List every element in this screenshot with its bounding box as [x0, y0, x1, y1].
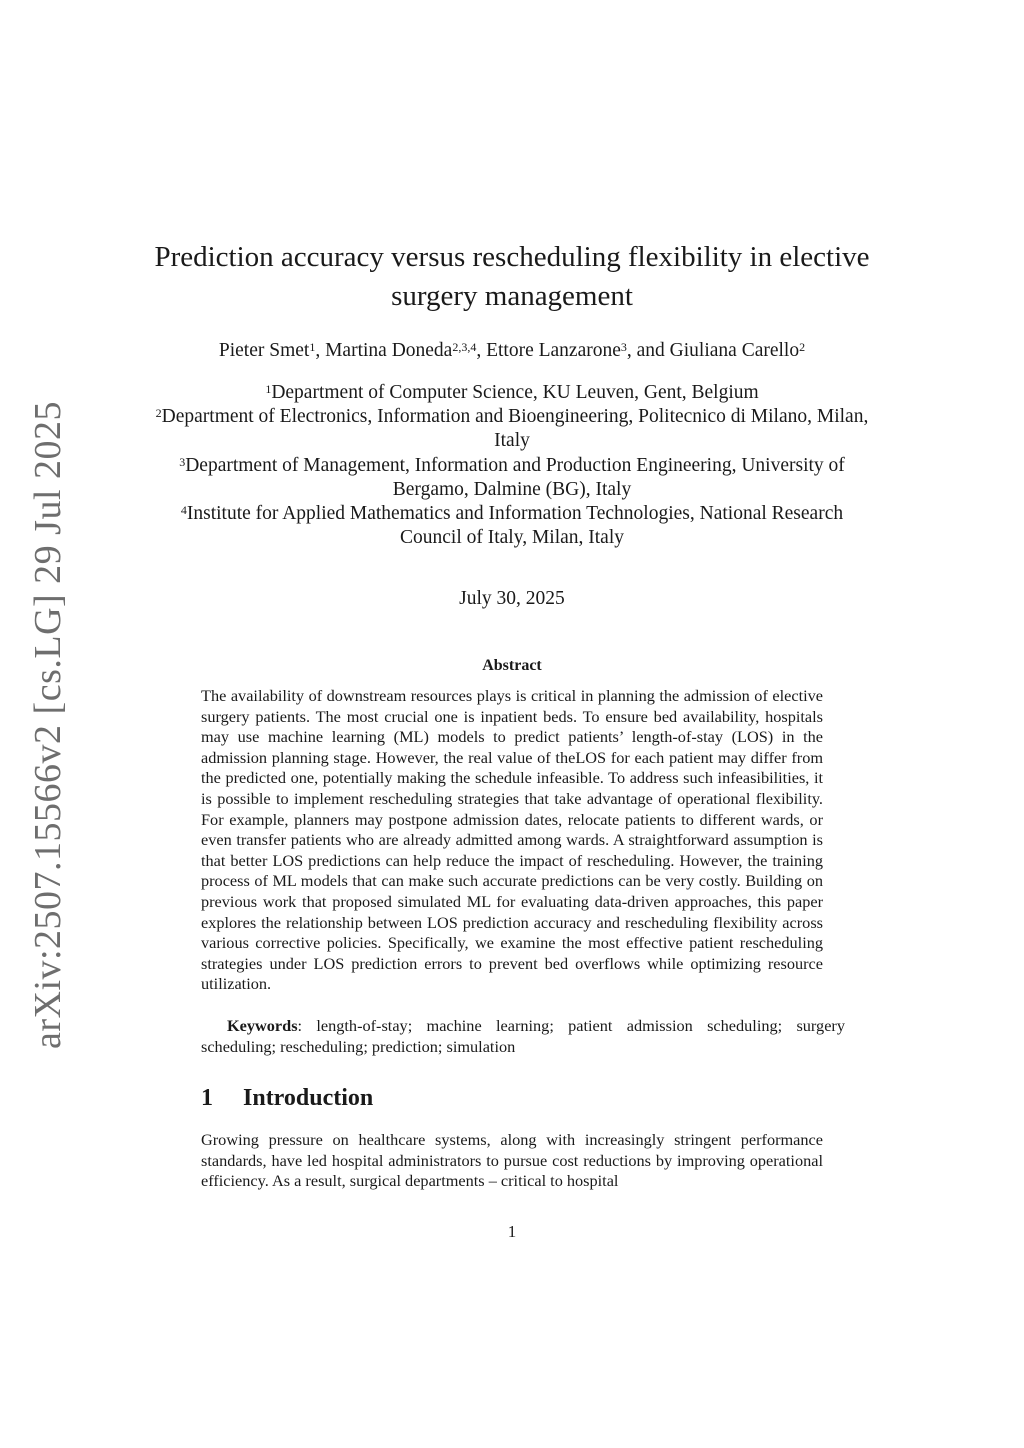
- affiliation-marker: 4: [180, 503, 187, 518]
- affiliation-item: [150, 502, 874, 550]
- author-affiliation-marker: 1: [309, 340, 316, 354]
- affiliation-text: Institute for Applied Mathematics and Information Technologies, National Research Council of Italy, Milan, Italy: [186, 503, 844, 549]
- keywords-text: : length-of-stay; machine learning; patient admission scheduling; surgery scheduling; rescheduling; prediction; simulation: [201, 1016, 845, 1056]
- publication-date: July 30, 2025: [459, 588, 565, 609]
- keywords: [201, 1016, 845, 1057]
- keywords-label: Keywords: [227, 1016, 298, 1035]
- affiliation-text: Department of Electronics, Information and Bioengineering, Politecnico di Milano, Milan, Italy: [161, 406, 869, 452]
- affiliation-text: Department of Management, Information and Production Engineering, University of Bergamo, Dalmine (BG), Italy: [185, 454, 845, 500]
- affiliation-marker: 2: [155, 406, 162, 421]
- author-separator: ,: [476, 340, 487, 361]
- abstract-body: The availability of downstream resources plays is critical in planning the admission of elective surgery patients. The most crucial one is inpatient beds. To ensure bed availability, hospitals may use machine learning (ML) models to predict patients’ length-of-stay (LOS) in the admission planning stage. However, the real value of theLOS for each patient may differ from the predicted one, potentially making the schedule infeasible. To address such infeasibilities, it is possible to implement rescheduling strategies that take advantage of operational flexibility. For example, planners may postpone admission dates, relocate patients to different wards, or even transfer patients who are already admitted among wards. A straightforward assumption is that better LOS predictions can help reduce the impact of rescheduling. However, the training process of ML models that can make such accurate predictions can be very costly. Building on previous work that proposed simulated ML for evaluating data-driven approaches, this paper explores the relationship between LOS prediction accuracy and rescheduling flexibility across various corrective policies. Specifically, we examine the most effective patient rescheduling strategies under LOS prediction errors to prevent bed overflows while optimizing resource utilization.: [201, 686, 823, 994]
- affiliation-item: [150, 454, 874, 502]
- section-heading: [201, 1085, 373, 1112]
- abstract-heading: Abstract: [482, 657, 542, 674]
- author-name: Pieter Smet: [218, 340, 310, 361]
- affiliation-item: [150, 381, 874, 405]
- author-separator: , and: [626, 340, 670, 361]
- affiliation-marker: 1: [265, 382, 272, 396]
- page-number: 1: [507, 1222, 517, 1241]
- affiliation-list: [150, 381, 874, 550]
- section-body: Growing pressure on healthcare systems, along with increasingly stringent performance standards, have led hospital administrators to pursue cost reductions by improving operational efficiency. As a result, surgical departments – critical to hospital: [201, 1130, 823, 1191]
- affiliation-item: [150, 405, 874, 453]
- author-separator: ,: [315, 340, 326, 361]
- affiliation-marker: 3: [179, 454, 186, 469]
- author-name: Martina Doneda: [325, 340, 453, 361]
- section-number: 1: [201, 1085, 213, 1111]
- author-name: Ettore Lanzarone: [486, 340, 621, 361]
- author-list: [120, 338, 904, 364]
- author-affiliation-marker: 2,3,4: [452, 340, 477, 354]
- author-name: Giuliana Carello: [669, 340, 800, 361]
- author-affiliation-marker: 2: [799, 340, 806, 354]
- affiliation-text: Department of Computer Science, KU Leuven, Gent, Belgium: [271, 382, 759, 403]
- author-affiliation-marker: 3: [620, 340, 627, 354]
- paper-title: Prediction accuracy versus rescheduling flexibility in elective surgery management: [154, 241, 870, 312]
- section-title: Introduction: [243, 1085, 374, 1111]
- arxiv-stamp: arXiv:2507.15566v2 [cs.LG] 29 Jul 2025: [27, 400, 69, 1050]
